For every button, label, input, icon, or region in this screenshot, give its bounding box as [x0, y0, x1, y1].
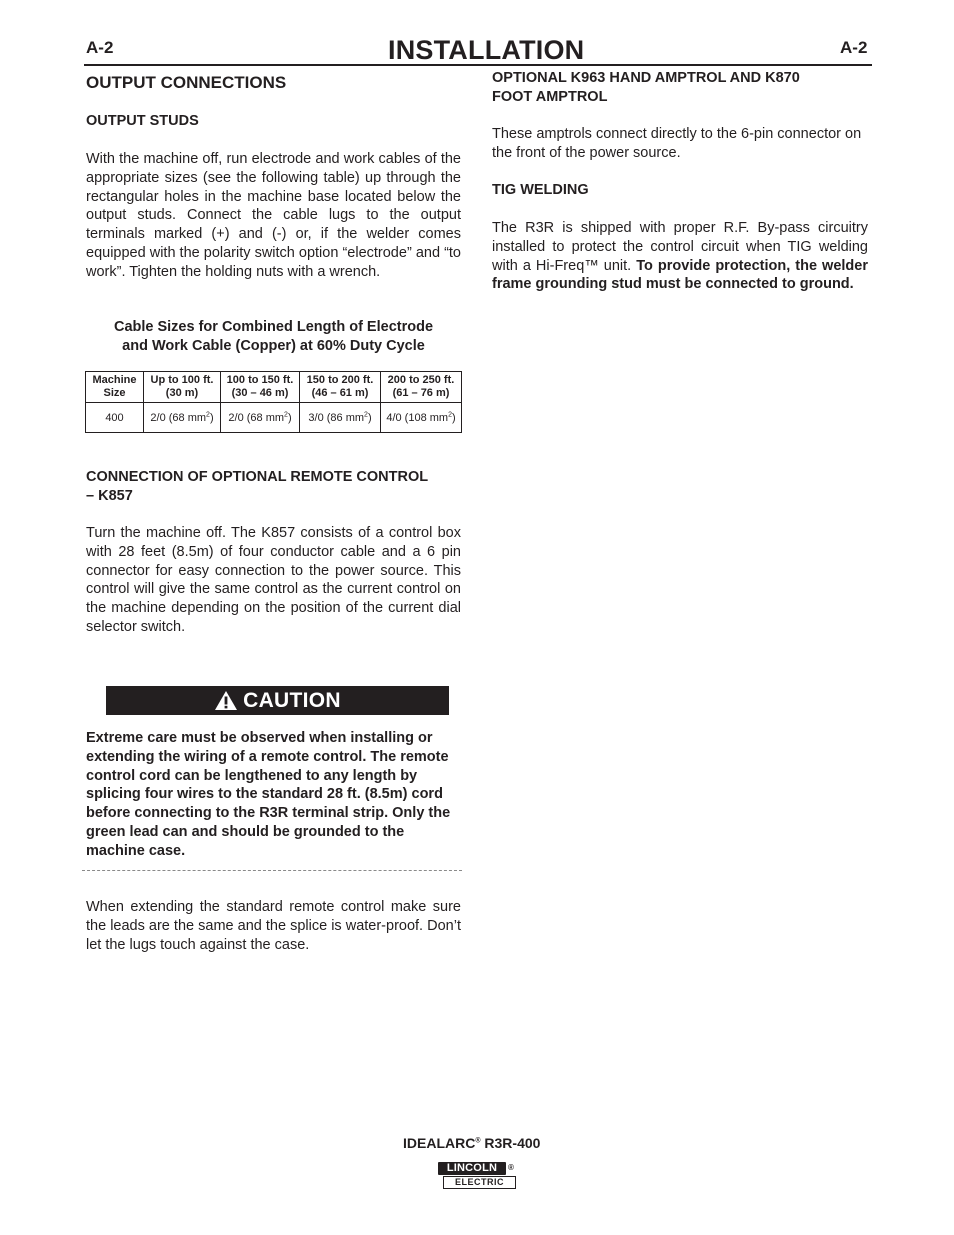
paragraph-remote-control: Turn the machine off. The K857 consists of a control box with 28 feet (8.5m) of four conductor cable and a 6 pin connector for easy connection to the power source. This control will give the same control as the current control on the machine depending on the position of the current dial selector switch.	[86, 525, 461, 635]
page-number-right: A-2	[840, 38, 868, 57]
warning-triangle-icon	[214, 690, 238, 711]
table-caption-line-2: and Work Cable (Copper) at 60% Duty Cycle	[122, 338, 425, 354]
paragraph-output-studs: With the machine off, run electrode and work cables of the appropriate sizes (see the following table) up through the rectangular holes in the machine base located below the output studs. Connect the cable lugs to the output terminals marked (+) and (-) or, if the welder comes equipped with the polarity switch option “electrode” and “to work”. Tighten the holding nuts with a wrench.	[86, 151, 461, 280]
table-caption	[86, 318, 461, 356]
cell-100-to-150ft: 2/0 (68 $mm^2$)	[221, 403, 300, 433]
heading-remote-control-line-2: – K857	[86, 488, 133, 504]
heading-amptrol-line-2: FOOT AMPTROL	[492, 89, 608, 105]
footer-product-name: IDEALARC	[403, 1135, 476, 1151]
footer-product-model: R3R-400	[480, 1135, 541, 1151]
heading-remote-control	[86, 468, 461, 506]
footer-registered-mark: ®	[475, 1137, 481, 1145]
header-100-to-150ft: 100 to 150 ft. (30 – 46 m)	[221, 372, 300, 403]
paragraph-amptrol: These amptrols connect directly to the 6-pin connector on the front of the power source.	[492, 126, 862, 161]
caution-text: Extreme care must be observed when installing or extending the wiring of a remote control. The remote control cord can be lengthened to any length by splicing four wires to the standard 28 ft. (8.5m) cord before connecting to the R3R terminal strip. Only the green lead can and should be grounded to the machine case.	[86, 730, 451, 859]
header-machine-size: Machine Size	[86, 372, 144, 403]
cell-200-to-250ft: 4/0 (108 $mm^2$)	[381, 403, 462, 433]
heading-amptrol-line-1: OPTIONAL K963 HAND AMPTROL AND K870	[492, 70, 800, 86]
heading-tig-welding: TIG WELDING	[492, 182, 589, 198]
caution-divider	[82, 870, 462, 871]
cell-150-to-200ft: 3/0 (86 $mm^2$)	[300, 403, 381, 433]
cell-machine-size: 400	[86, 403, 144, 433]
logo-lincoln-box: LINCOLN	[438, 1162, 506, 1175]
cell-up-to-100ft: 2/0 (68 $mm^2$)	[144, 403, 221, 433]
page-number-left: A-2	[86, 38, 114, 57]
heading-output-studs: OUTPUT STUDS	[86, 113, 199, 129]
lincoln-electric-logo	[438, 1162, 517, 1190]
logo-registered-mark: ®	[508, 1163, 514, 1172]
cable-size-table	[85, 371, 462, 433]
header-150-to-200ft: 150 to 200 ft. (46 – 61 m)	[300, 372, 381, 403]
heading-amptrol	[492, 69, 872, 107]
table-caption-line-1: Cable Sizes for Combined Length of Electrode	[113, 319, 434, 335]
table-header-row	[86, 372, 462, 403]
heading-remote-control-line-1: CONNECTION OF OPTIONAL REMOTE CONTROL	[86, 469, 429, 485]
table-row	[86, 403, 462, 433]
footer-product	[403, 1135, 540, 1151]
header-up-to-100ft: Up to 100 ft. (30 m)	[144, 372, 221, 403]
header-200-to-250ft: 200 to 250 ft. (61 – 76 m)	[381, 372, 462, 403]
logo-electric-box: ELECTRIC	[443, 1176, 516, 1189]
tig-text-bold: To provide protection, the welder frame grounding stud must be connected to ground.	[492, 257, 868, 293]
paragraph-extending-remote: When extending the standard remote control make sure the leads are the same and the splice is water-proof. Don’t let the lugs touch against the case.	[86, 899, 461, 953]
section-title-output-connections: OUTPUT CONNECTIONS	[86, 73, 287, 92]
caution-banner	[106, 686, 449, 715]
header-rule	[84, 64, 872, 66]
caution-label: CAUTION	[243, 688, 341, 712]
page-title: INSTALLATION	[388, 35, 585, 65]
tig-text-normal: The R3R is shipped with proper R.F. By-pass circuitry installed to protect the control circuit when TIG welding with a Hi-Freq™ unit.	[492, 220, 868, 274]
paragraph-tig-welding	[492, 219, 868, 294]
